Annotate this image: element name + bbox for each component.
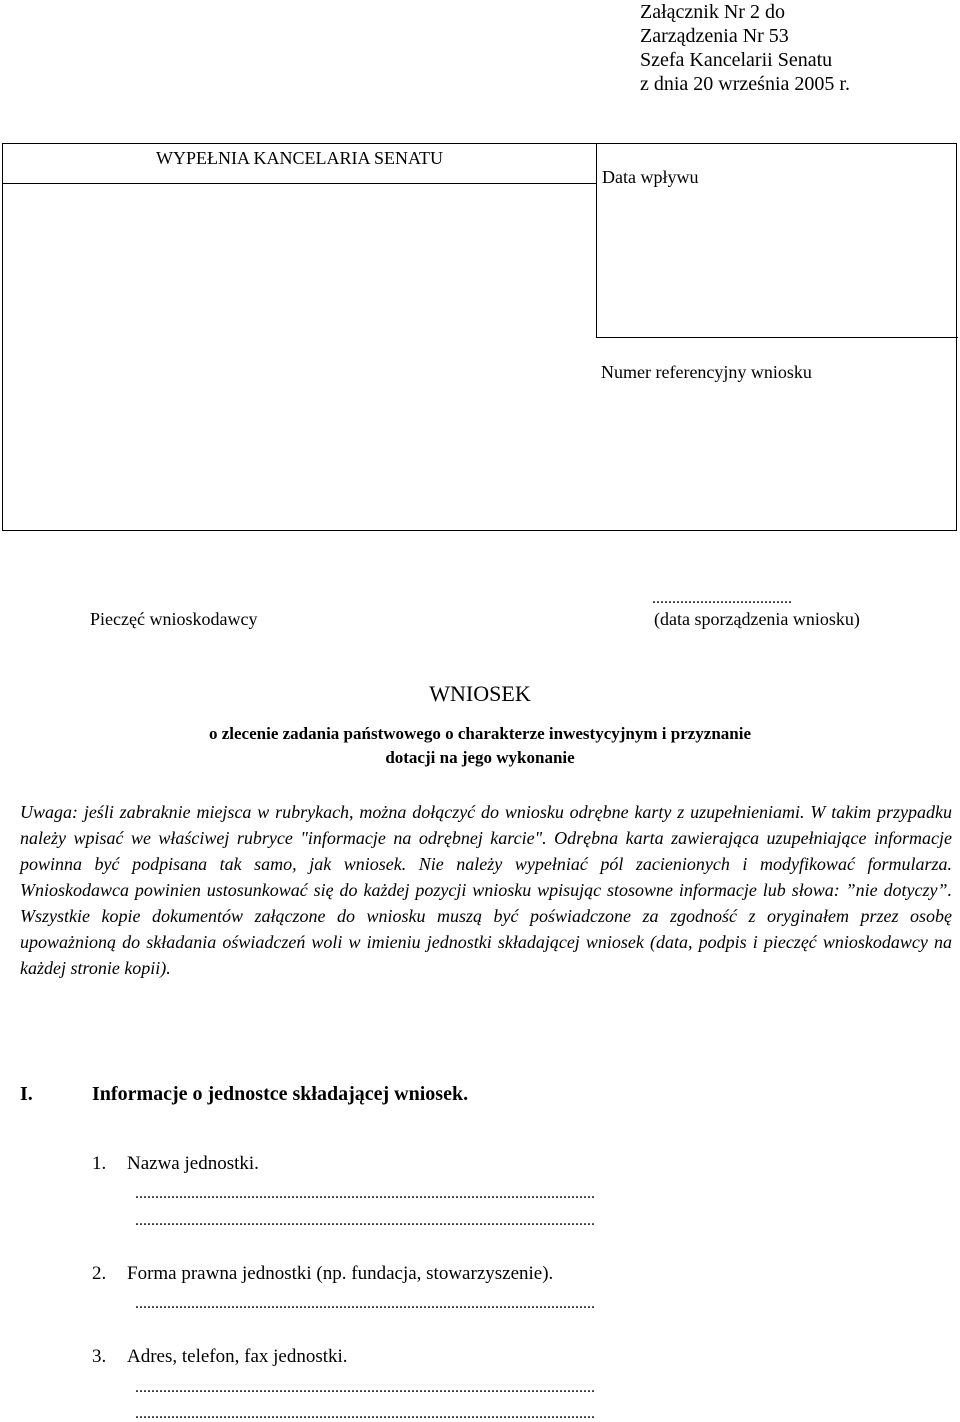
annex-header [640,0,850,96]
item-label: Forma prawna jednostki (np. fundacja, stowarzyszenie). [127,1263,554,1284]
item-number: 3. [92,1346,107,1367]
item-3-fill-line-2[interactable]: ................................................................................................................... [135,1405,595,1422]
annex-line-2: Zarządzenia Nr 53 [640,25,789,47]
item-number: 2. [92,1263,107,1284]
application-date-label: (data sporządzenia wniosku) [654,609,860,629]
annex-line-1: Załącznik Nr 2 do [640,1,785,23]
document-title: WNIOSEK [429,681,531,706]
annex-line-3: Szefa Kancelarii Senatu [640,49,833,71]
application-date-field[interactable]: ................................... [652,590,792,607]
item-2-fill-line-1[interactable]: ................................................................................................................... [135,1295,595,1312]
reference-number-label: Numer referencyjny wniosku [601,362,812,382]
subtitle-line-1: o zlecenie zadania państwowego o charakterze inwestycyjnym i przyznanie [208,724,752,743]
section-number: I. [20,1083,33,1105]
item-label: Adres, telefon, fax jednostki. [127,1346,348,1367]
office-box-header: WYPEŁNIA KANCELARIA SENATU [3,144,597,184]
form-item-2 [92,1263,553,1285]
item-1-fill-line-1[interactable]: ................................................................................................................... [135,1185,595,1202]
instructions-note: Uwaga: jeśli zabraknie miejsca w rubrykach, można dołączyć do wniosku odrębne karty z uzupełnieniami. W takim przypadku należy wpisać we właściwej rubryce "informacje na odrębnej karcie". Odrębna karta zawierająca uzupełniające informacje powinna być podpisana tak samo, jak wniosek. Nie należy wypełniać pól zacienionych i modyfikować formularza. Wnioskodawca powinien ustosunkować się do każdej pozycji wniosku wpisując stosowne informacje lub słowa: ”nie dotyczy”. Wszystkie kopie dokumentów załączone do wniosku muszą być poświadczone za zgodność z oryginałem przez osobę upoważnioną do składania oświadczeń woli w imieniu jednostki składającej wniosek (data, podpis i pieczęć wnioskodawcy na każdej stronie kopii). [20,802,952,978]
item-label: Nazwa jednostki. [127,1153,259,1174]
form-item-1 [92,1153,259,1175]
date-received-label: Data wpływu [602,167,699,187]
subtitle-line-2: dotacji na jego wykonanie [385,748,575,767]
applicant-stamp-label: Pieczęć wnioskodawcy [90,609,258,629]
section-title: Informacje o jednostce składającej wniosek. [92,1083,469,1105]
annex-line-4: z dnia 20 września 2005 r. [640,73,850,95]
office-box-divider [596,144,597,337]
office-use-box [2,143,957,531]
section-heading [20,1083,468,1106]
item-1-fill-line-2[interactable]: ................................................................................................................... [135,1212,595,1229]
form-item-3 [92,1346,348,1368]
document-subtitle [0,722,960,770]
item-3-fill-line-1[interactable]: ................................................................................................................... [135,1379,595,1396]
item-number: 1. [92,1153,107,1174]
office-box-middle-line [596,337,958,338]
